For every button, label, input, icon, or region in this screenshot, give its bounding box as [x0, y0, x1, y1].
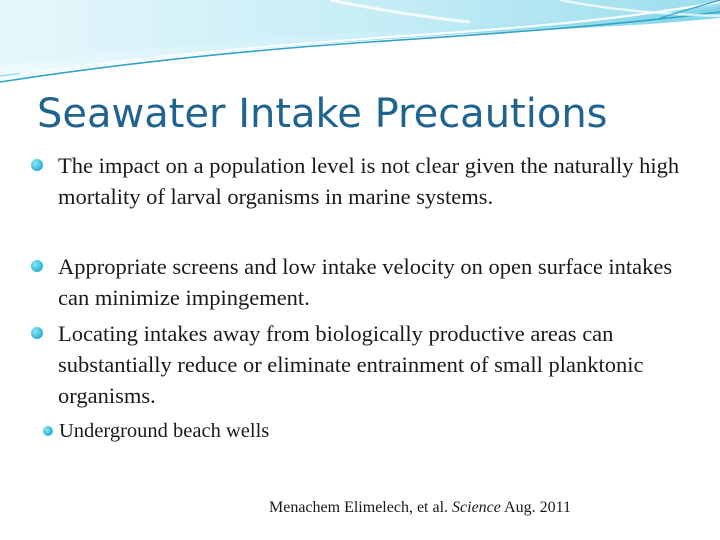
sub-bullet-dot-icon [43, 426, 53, 436]
bullet-dot-icon [31, 260, 43, 272]
bullet-item [30, 251, 698, 313]
bullet-text: Locating intakes away from biologically productive areas can substantially reduce or eliminate entrainment of small planktonic organisms. [58, 321, 644, 408]
slide-title: Seawater Intake Precautions [37, 91, 608, 137]
citation-authors: Menachem Elimelech, et al. [269, 499, 449, 516]
sub-bullet-text: Underground beach wells [59, 420, 270, 442]
bullet-dot-icon [31, 159, 43, 171]
bullet-item [30, 150, 698, 212]
bullet-dot-icon [31, 327, 43, 339]
sub-bullet-item [42, 417, 659, 445]
bullet-text: Appropriate screens and low intake velocity on open surface intakes can minimize impingement. [58, 254, 673, 310]
wave-header-decoration [0, 0, 720, 95]
citation-date: Aug. 2011 [504, 499, 571, 516]
bullet-text: The impact on a population level is not clear given the naturally high mortality of larval organisms in marine systems. [58, 153, 680, 209]
citation [269, 497, 571, 519]
citation-journal: Science [452, 499, 501, 516]
bullet-item [30, 318, 698, 411]
